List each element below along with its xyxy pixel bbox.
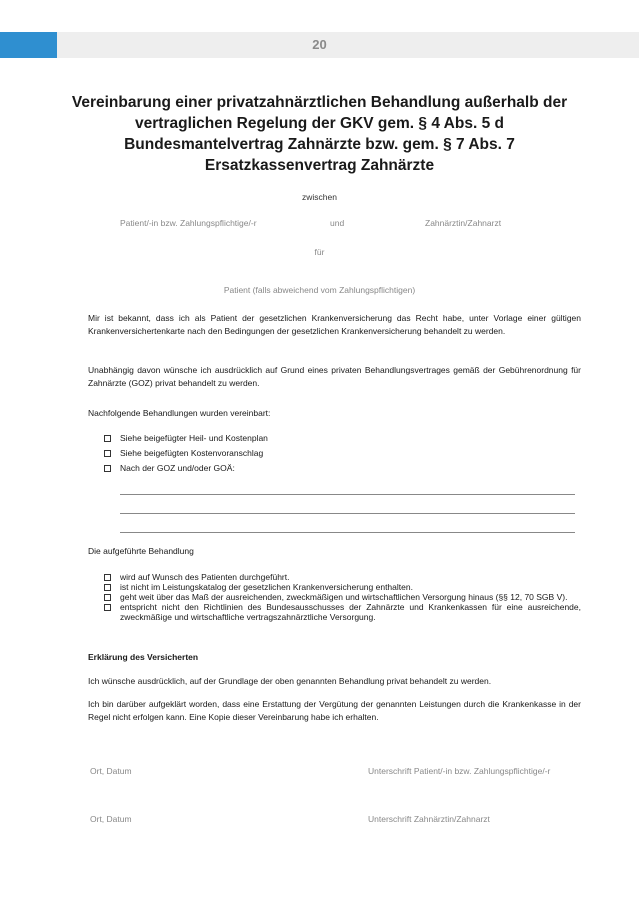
checkbox-icon[interactable] [104, 584, 111, 591]
treatments-heading: Nachfolgende Behandlungen wurden vereinbart: [88, 408, 271, 418]
reason-option[interactable]: geht weit über das Maß der ausreichenden, zweckmäßigen und wirtschaftlichen Versorgung hinaus (§§ 12, 70 SGB V). [104, 592, 581, 602]
reasons-list [104, 572, 581, 622]
declaration-paragraph-1: Ich wünsche ausdrücklich, auf der Grundlage der oben genannten Behandlung privat behandelt zu werden. [88, 676, 492, 686]
checkbox-icon[interactable] [104, 594, 111, 601]
fill-in-line[interactable] [120, 494, 575, 495]
checkbox-icon[interactable] [104, 465, 111, 472]
title-line-4: Ersatzkassenvertrag Zahnärzte [204, 157, 435, 174]
checkbox-icon[interactable] [104, 604, 111, 611]
treatments-list [104, 433, 581, 478]
declaration-heading: Erklärung des Versicherten [88, 652, 199, 662]
fill-in-line[interactable] [120, 513, 575, 514]
intro-paragraph-1: Mir ist bekannt, dass ich als Patient der gesetzlichen Krankenversicherung das Recht habe, unter Vorlage einer gültigen Krankenversichertenkarte nach den Bedingungen der gesetzlichen Krankenversicherung behandelt zu werden. [88, 313, 581, 336]
signature-patient-label: Unterschrift Patient/-in bzw. Zahlungspflichtige/-r [368, 766, 551, 776]
document-title [60, 92, 579, 176]
treatment-option[interactable]: Siehe beigefügter Heil- und Kostenplan [104, 433, 581, 448]
intro-paragraph-2: Unabhängig davon wünsche ich ausdrücklich auf Grund eines privaten Behandlungsvertrages gemäß der Gebührenordnung für Zahnärzte (GOZ) privat behandelt zu werden. [88, 365, 581, 388]
checkbox-icon[interactable] [104, 435, 111, 442]
checkbox-icon[interactable] [104, 450, 111, 457]
page-header [0, 32, 639, 58]
fill-in-line[interactable] [120, 532, 575, 533]
reason-option[interactable]: wird auf Wunsch des Patienten durchgeführt. [104, 572, 581, 582]
title-line-2: vertraglichen Regelung der GKV gem. § 4 Abs. 5 d [135, 115, 504, 132]
reason-option[interactable]: entspricht nicht den Richtlinien des Bundesausschusses der Zahnärzte und Krankenkassen für eine ausreichende, zweckmäßige und wirtschaftliche vertragszahnärztliche Versorgung. [104, 602, 581, 622]
between-label: zwischen [302, 192, 337, 202]
signature-dentist-label: Unterschrift Zahnärztin/Zahnarzt [368, 814, 490, 824]
declaration-paragraph-2: Ich bin darüber aufgeklärt worden, dass eine Erstattung der Vergütung der genannten Leistungen durch die Krankenkasse in der Regel nicht erfolgen kann. Eine Kopie dieser Vereinbarung habe ich erhalten. [88, 699, 581, 722]
patient-label: Patient/-in bzw. Zahlungspflichtige/-r [120, 218, 257, 228]
place-date-label-2: Ort, Datum [90, 814, 132, 824]
page-number: 20 [312, 37, 327, 52]
reason-option[interactable]: ist nicht im Leistungskatalog der gesetzlichen Krankenversicherung enthalten. [104, 582, 581, 592]
dentist-label: Zahnärztin/Zahnarzt [425, 218, 502, 228]
checkbox-icon[interactable] [104, 574, 111, 581]
for-label: für [314, 247, 325, 257]
treatment-option[interactable]: Siehe beigefügten Kostenvoranschlag [104, 448, 581, 463]
reasons-heading: Die aufgeführte Behandlung [88, 546, 194, 556]
title-line-3: Bundesmantelvertrag Zahnärzte bzw. gem. § 7 Abs. 7 [124, 136, 515, 153]
place-date-label-1: Ort, Datum [90, 766, 132, 776]
treatment-option[interactable]: Nach der GOZ und/oder GOÄ: [104, 463, 581, 478]
patient-note: Patient (falls abweichend vom Zahlungspflichtigen) [223, 285, 416, 295]
title-line-1: Vereinbarung einer privatzahnärztlichen Behandlung außerhalb der [71, 94, 568, 111]
and-label: und [330, 218, 345, 228]
